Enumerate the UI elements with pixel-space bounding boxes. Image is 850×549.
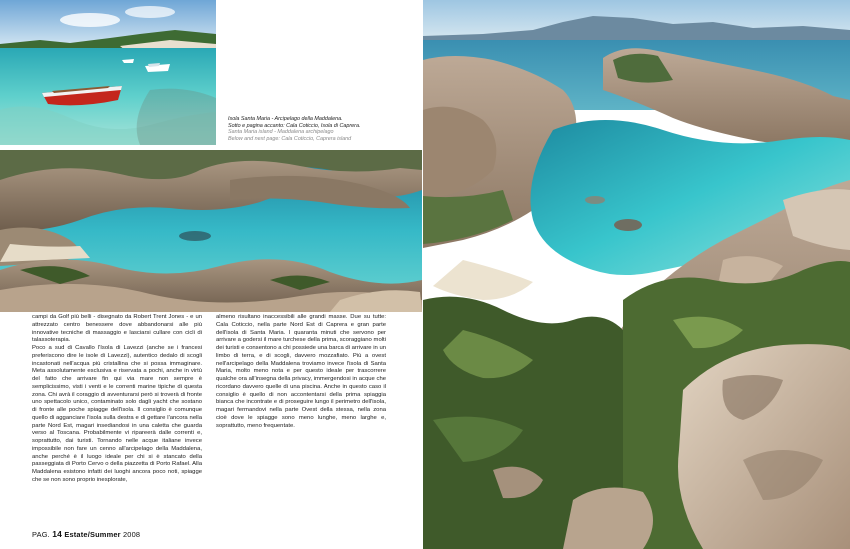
article-column-2 bbox=[216, 314, 386, 430]
article-paragraph: campi da Golf più belli - disegnato da Robert Trent Jones - e un attrezzato centro benessere dove abbandonarsi alle più innovative tecniche di massaggio e lasciarsi cullare con cicli di talassoterapia. bbox=[32, 314, 202, 344]
photo-cala-coticcio-full bbox=[423, 0, 850, 549]
page-footer bbox=[32, 529, 140, 539]
page-number: 14 bbox=[52, 529, 63, 539]
caption-italian-line2: Sotto e pagina accanto: Cala Coticcio, Isola di Caprera. bbox=[228, 122, 361, 129]
caption-english-line1: Santa Maria island - Maddalena archipelago bbox=[228, 129, 334, 136]
issue-year: 2008 bbox=[123, 530, 141, 539]
caption-italian-line1: Isola Santa Maria - Arcipelago della Maddalena. bbox=[228, 116, 343, 122]
issue-name: Estate/Summer bbox=[64, 530, 121, 539]
article-paragraph: almeno risultano inaccessibili alle grandi masse. Due su tutte: Cala Coticcio, nella parte Nord Est di Caprera e gran parte dell'isola di Santa Maria. I quaranta minuti che servono per arrivare a godersi il mare turchese della prima, scoraggiano molti dei turisti e consentono a chi possiede una barca di arrivare in un limbo di terra, e di scogli, davvero mozzafiato. Più a ovest nell'arcipelago della Maddalena troviamo invece l'isola di Santa Maria, molto meno nota e per questo ideale per trascorrere qualche ora all'insegna della privacy, immergendosi in acque che ricordano davvero quelle di una piscina. Anche in questo caso il consiglio è quello di non accontentarsi della prima spiaggia bianca che incontrate e di proseguire lungo il perimetro dell'isola, magari fermandovi nella parte Ovest della stessa, nella zona cioè dove le spiagge sono meno lunghe, meno larghe e, soprattutto, meno frequentate. bbox=[216, 314, 386, 429]
article-column-1 bbox=[32, 314, 202, 485]
article-paragraph: Poco a sud di Cavallo l'Isola di Lavezzi (anche se i francesi preferiscono dire le isole di Lavezzi), autentico dedalo di scogli incastonati nell'acqua più cristallina che si possa immaginare. Meta assolutamente esclusiva e riservata a pochi, anche in virtù del fatto che arrivare fin qui via mare non sempre è semplicissimo, visti i venti e le correnti marine tipiche di questa zona. Chi avrà il coraggio di avventurarsi però si troverà di fronte uno spettacolo unico, contaminato solo dagli yacht che sostano di fronte alle poche spiagge dell'isola. Il consiglio è comunque quello di agganciare l'isola sulla destra e di gettare l'ancora nella parte Nord Est, magari insediandosi in una caletta che guarda verso al Toscana. Probabilmente vi ripareerà dalle correnti e, soprattutto, dai turisti. Tornando nelle acque italiane invece impossibile non fare un cenno all'arcipelago della Maddalena, anche perché è il luogo ideale per chi si è stancato della passeggiata di Porto Cervo o della piazzetta di Porto Rafael. Alla Maddalena esistono infatti dei luoghi ancora poco noti, spiagge che se non sono proprio inesplorate, bbox=[32, 345, 202, 483]
page-label: PAG. bbox=[32, 530, 50, 539]
photo-caption bbox=[228, 116, 418, 142]
caption-english-line2: Below and next page: Cala Coticcio, Caprera island bbox=[228, 135, 352, 142]
right-page bbox=[423, 0, 850, 549]
left-page bbox=[0, 0, 422, 549]
photo-santa-maria-boats bbox=[0, 0, 216, 145]
photo-cala-coticcio-wide bbox=[0, 150, 422, 312]
